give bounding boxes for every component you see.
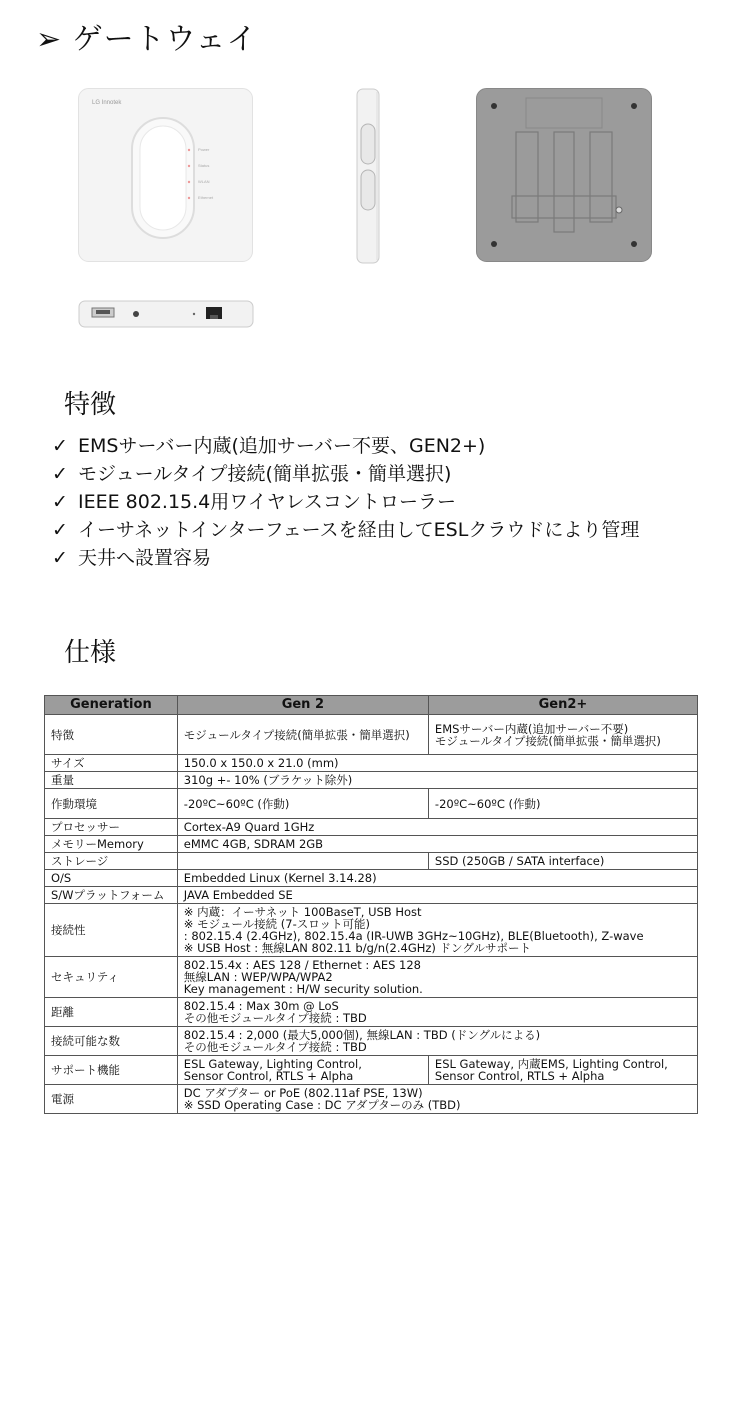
list-item: ✓ イーサネットインターフェースを経由してESLクラウドにより管理: [52, 516, 639, 544]
check-icon: ✓: [52, 435, 68, 457]
check-icon: ✓: [52, 463, 68, 485]
svg-text:Status: Status: [198, 163, 210, 168]
gateway-ports-image: [78, 300, 254, 328]
svg-text:Ethernet: Ethernet: [198, 195, 214, 200]
list-item: ✓ EMSサーバー内蔵(追加サーバー不要、GEN2+): [52, 432, 639, 460]
table-row: 重量 310g +- 10% (ブラケット除外): [45, 772, 698, 789]
list-item: ✓ 天井へ設置容易: [52, 544, 639, 572]
gateway-back-image: [476, 88, 652, 262]
gateway-side-image: [356, 88, 381, 264]
brand-logo: LG Innotek: [92, 100, 122, 106]
svg-text:WLAN: WLAN: [198, 179, 210, 184]
table-row: プロセッサー Cortex-A9 Quard 1GHz: [45, 819, 698, 836]
features-list: [52, 432, 639, 572]
check-icon: ✓: [52, 547, 68, 569]
table-row: ストレージ SSD (250GB / SATA interface): [45, 853, 698, 870]
table-row: 特徴 モジュールタイプ接続(簡単拡張・簡単選択) EMSサーバー内蔵(追加サーバー不要) モジュールタイプ接続(簡単拡張・簡単選択): [45, 715, 698, 755]
page-title: ➢ ゲートウェイ: [36, 22, 258, 57]
table-row: 作動環境 -20ºC~60ºC (作動) -20ºC~60ºC (作動): [45, 789, 698, 819]
table-header-row: Generation Gen 2 Gen2+: [45, 696, 698, 715]
table-row: セキュリティ 802.15.4x : AES 128 / Ethernet : AES 128 無線LAN : WEP/WPA/WPA2 Key management : H/W security solution.: [45, 957, 698, 998]
spec-table: [44, 695, 698, 1114]
table-row: 距離 802.15.4 : Max 30m @ LoS その他モジュールタイプ接続 : TBD: [45, 998, 698, 1027]
list-item: ✓ モジュールタイプ接続(簡単拡張・簡単選択): [52, 460, 639, 488]
table-row: メモリーMemory eMMC 4GB, SDRAM 2GB: [45, 836, 698, 853]
table-row: サイズ 150.0 x 150.0 x 21.0 (mm): [45, 755, 698, 772]
table-row: S/Wプラットフォーム JAVA Embedded SE: [45, 887, 698, 904]
gateway-front-image: [78, 88, 253, 262]
table-row: サポート機能 ESL Gateway, Lighting Control, Sensor Control, RTLS + Alpha ESL Gateway, 内蔵EMS, Lighting Control, Sensor Control, RTLS + Alpha: [45, 1056, 698, 1085]
list-item: ✓ IEEE 802.15.4用ワイヤレスコントローラー: [52, 488, 639, 516]
table-row: 電源 DC アダプター or PoE (802.11af PSE, 13W) ※ SSD Operating Case : DC アダプターのみ (TBD): [45, 1085, 698, 1114]
check-icon: ✓: [52, 519, 68, 541]
features-heading: 特徴: [64, 390, 117, 420]
table-row: 接続可能な数 802.15.4 : 2,000 (最大5,000個), 無線LAN : TBD (ドングルによる) その他モジュールタイプ接続 : TBD: [45, 1027, 698, 1056]
svg-text:Power: Power: [198, 147, 210, 152]
table-row: O/S Embedded Linux (Kernel 3.14.28): [45, 870, 698, 887]
check-icon: ✓: [52, 491, 68, 513]
table-row: 接続性 ※ 内蔵：イーサネット 100BaseT, USB Host ※ モジュール接続 (7-スロット可能) : 802.15.4 (2.4GHz), 802.15.4a (IR-UWB 3GHz~10GHz), BLE(Bluetooth), Z-wave ※ USB Host : 無線LAN 802.11 b/g/n(2.4GHz) ドングルサポート: [45, 904, 698, 957]
spec-heading: 仕様: [64, 638, 117, 668]
